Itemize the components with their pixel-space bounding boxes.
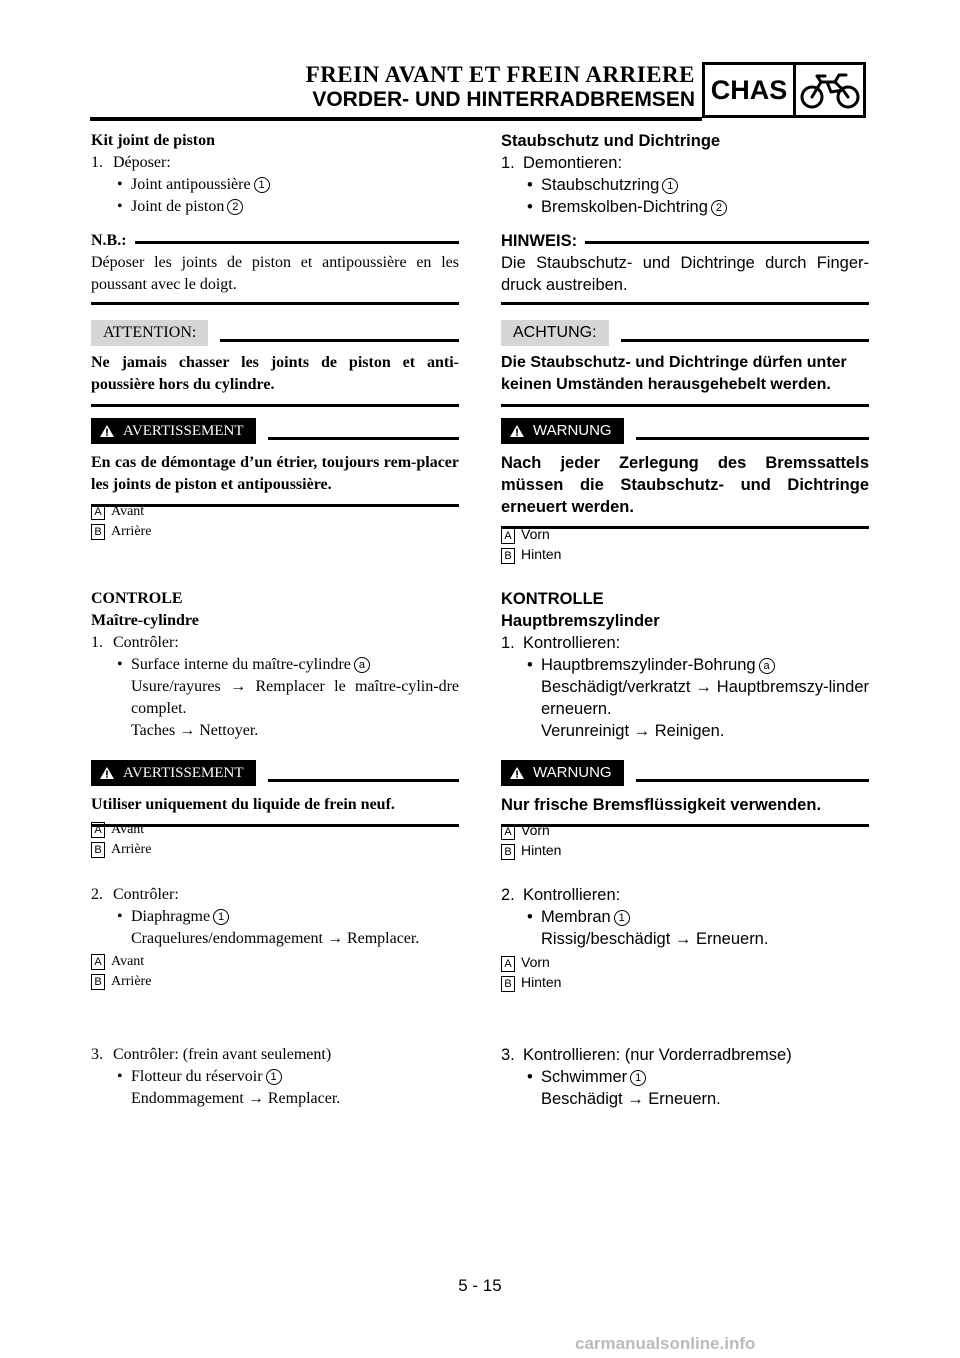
- warning-label-text: WARNUNG: [533, 422, 612, 439]
- callout-marker: 2: [227, 199, 243, 215]
- legend-marker: A: [501, 528, 515, 544]
- warning-text: En cas de démontage d’un étrier, toujours rem-placer les joints de piston et antipoussière.: [91, 454, 459, 493]
- step-number: 1.: [91, 154, 103, 171]
- warning-label: [91, 760, 256, 786]
- list-item: [501, 906, 869, 928]
- step-text: Déposer:: [113, 154, 171, 171]
- step-number: 2.: [501, 886, 515, 904]
- warning-block: [501, 760, 869, 827]
- kit-title: Staubschutz und Dichtringe: [501, 132, 721, 150]
- note-block: [501, 230, 869, 305]
- attention-text: Die Staubschutz- und Dichtringe dürfen unter keinen Umständen herausgehebelt werden.: [501, 354, 847, 393]
- subsection-title: Maître-cylindre: [91, 612, 199, 629]
- list-item: [501, 174, 869, 196]
- item-detail: Usure/rayures → Remplacer le maître-cylin-dre complet.: [131, 678, 459, 717]
- warning-triangle-icon: [509, 424, 525, 438]
- figure-legend: [501, 524, 869, 564]
- diaphragm-section: [91, 884, 459, 950]
- attention-text: Ne jamais chasser les joints de piston et anti-poussière hors du cylindre.: [91, 354, 459, 393]
- legend-marker: A: [91, 954, 105, 970]
- note-label: N.B.:: [91, 232, 127, 249]
- warning-triangle-icon: [99, 766, 115, 780]
- attention-block: [501, 320, 869, 407]
- note-text: Déposer les joints de piston et antipoussière en les poussant avec le doigt.: [91, 254, 459, 293]
- figure-legend: [91, 502, 459, 542]
- item-detail: Taches → Nettoyer.: [131, 722, 259, 739]
- legend-marker: B: [91, 524, 105, 540]
- legend-marker: B: [501, 548, 515, 564]
- diaphragm-section: [501, 884, 869, 950]
- step-number: 1.: [501, 634, 515, 652]
- step-number: 3.: [91, 1046, 103, 1063]
- controle-section: [91, 588, 459, 742]
- legend-text: Avant: [111, 822, 145, 837]
- item-text: Bremskolben-Dichtring: [541, 198, 708, 216]
- item-detail: Rissig/beschädigt → Erneuern.: [541, 930, 769, 948]
- figure-legend: [91, 952, 459, 992]
- header-title-fr: FREIN AVANT ET FREIN ARRIERE: [305, 62, 695, 87]
- legend-marker: A: [501, 824, 515, 840]
- attention-label: ATTENTION:: [91, 320, 208, 346]
- warning-label-text: AVERTISSEMENT: [123, 765, 244, 781]
- legend-marker: A: [91, 822, 105, 838]
- item-detail: Beschädigt/verkratzt → Hauptbremszy-linder erneuern.: [541, 678, 869, 718]
- legend-text: Avant: [111, 504, 145, 519]
- note-block: [91, 230, 459, 305]
- step-number: 3.: [501, 1046, 515, 1064]
- legend-text: Hinten: [521, 842, 562, 858]
- list-item: [91, 654, 459, 676]
- legend-text: Arrière: [111, 974, 152, 989]
- section-title: KONTROLLE: [501, 590, 604, 608]
- item-text: Joint antipoussière: [131, 176, 251, 193]
- callout-marker: 1: [266, 1069, 282, 1085]
- warning-triangle-icon: [509, 766, 525, 780]
- controle-section: [501, 588, 869, 742]
- list-item: [91, 196, 459, 218]
- item-text: Flotteur du réservoir: [131, 1068, 263, 1085]
- legend-text: Avant: [111, 954, 145, 969]
- legend-text: Vorn: [521, 526, 550, 542]
- callout-marker: 2: [711, 200, 727, 216]
- legend-text: Vorn: [521, 954, 550, 970]
- list-item: [501, 1066, 869, 1088]
- callout-marker: 1: [213, 909, 229, 925]
- list-item: [91, 174, 459, 196]
- note-text: Die Staubschutz- und Dichtringe durch Finger-druck austreiben.: [501, 254, 869, 294]
- step-number: 1.: [501, 154, 515, 172]
- legend-text: Arrière: [111, 524, 152, 539]
- warning-label: [501, 760, 624, 786]
- callout-marker: 1: [614, 910, 630, 926]
- section-label: CHAS: [705, 65, 796, 115]
- warning-block: [91, 418, 459, 507]
- legend-marker: B: [91, 974, 105, 990]
- warning-text: Nach jeder Zerlegung des Bremssattels müssen die Staubschutz- und Dichtringe erneuert werden.: [501, 454, 869, 516]
- warning-label: [91, 418, 256, 444]
- callout-marker: a: [759, 658, 775, 674]
- step-text: Contrôler:: [113, 634, 179, 651]
- note-label: HINWEIS:: [501, 232, 578, 250]
- item-detail: Verunreinigt → Reinigen.: [541, 722, 725, 740]
- section-badge: [702, 62, 866, 118]
- item-text: Membran: [541, 908, 611, 926]
- legend-marker: B: [91, 842, 105, 858]
- callout-marker: 1: [630, 1070, 646, 1086]
- step-text: Contrôler:: [113, 886, 179, 903]
- item-text: Joint de piston: [131, 198, 225, 215]
- warning-text: Nur frische Bremsflüssigkeit verwenden.: [501, 796, 822, 814]
- item-text: Staubschutzring: [541, 176, 660, 194]
- step-text: Contrôler: (frein avant seulement): [113, 1046, 332, 1063]
- step-text: Kontrollieren:: [523, 634, 621, 652]
- step-number: 2.: [91, 886, 103, 903]
- callout-marker: 1: [662, 178, 678, 194]
- item-text: Schwimmer: [541, 1068, 628, 1086]
- callout-marker: a: [354, 657, 370, 673]
- kit-title: Kit joint de piston: [91, 132, 216, 149]
- list-item: [501, 654, 869, 676]
- item-detail: Beschädigt → Erneuern.: [541, 1090, 721, 1108]
- float-section: [91, 1044, 459, 1110]
- callout-marker: 1: [254, 177, 270, 193]
- list-item: [91, 1066, 459, 1088]
- item-text: Hauptbremszylinder-Bohrung: [541, 656, 756, 674]
- float-section: [501, 1044, 869, 1110]
- warning-block: [91, 760, 459, 827]
- page-number: 5 - 15: [458, 1276, 502, 1295]
- header-rule: [90, 117, 702, 121]
- attention-label: ACHTUNG:: [501, 320, 609, 346]
- list-item: [501, 196, 869, 218]
- warning-label: [501, 418, 624, 444]
- list-item: [91, 906, 459, 928]
- subsection-title: Hauptbremszylinder: [501, 612, 660, 630]
- legend-text: Hinten: [521, 974, 562, 990]
- attention-block: [91, 320, 459, 407]
- legend-marker: B: [501, 844, 515, 860]
- figure-legend: [501, 952, 869, 992]
- step-text: Kontrollieren: (nur Vorderradbremse): [523, 1046, 792, 1064]
- legend-text: Arrière: [111, 842, 152, 857]
- warning-block: [501, 418, 869, 529]
- item-detail: Endommagement → Remplacer.: [131, 1090, 341, 1107]
- step-number: 1.: [91, 634, 103, 651]
- motorcycle-icon: [796, 65, 863, 115]
- step-text: Kontrollieren:: [523, 886, 621, 904]
- legend-text: Hinten: [521, 546, 562, 562]
- legend-text: Vorn: [521, 822, 550, 838]
- figure-legend: [91, 820, 459, 860]
- legend-marker: A: [91, 504, 105, 520]
- legend-marker: B: [501, 976, 515, 992]
- legend-marker: A: [501, 956, 515, 972]
- item-detail: Craquelures/endommagement → Remplacer.: [131, 930, 420, 947]
- item-text: Diaphragme: [131, 908, 211, 925]
- step-text: Demontieren:: [523, 154, 623, 172]
- warning-text: Utiliser uniquement du liquide de frein neuf.: [91, 796, 395, 813]
- warning-label-text: WARNUNG: [533, 764, 612, 781]
- section-title: CONTROLE: [91, 590, 183, 607]
- figure-legend: [501, 820, 869, 860]
- item-text: Surface interne du maître-cylindre: [131, 656, 351, 673]
- watermark: carmanualsonline.info: [575, 1334, 756, 1353]
- warning-triangle-icon: [99, 424, 115, 438]
- header-title-de: VORDER- UND HINTERRADBREMSEN: [312, 88, 695, 111]
- warning-label-text: AVERTISSEMENT: [123, 423, 244, 439]
